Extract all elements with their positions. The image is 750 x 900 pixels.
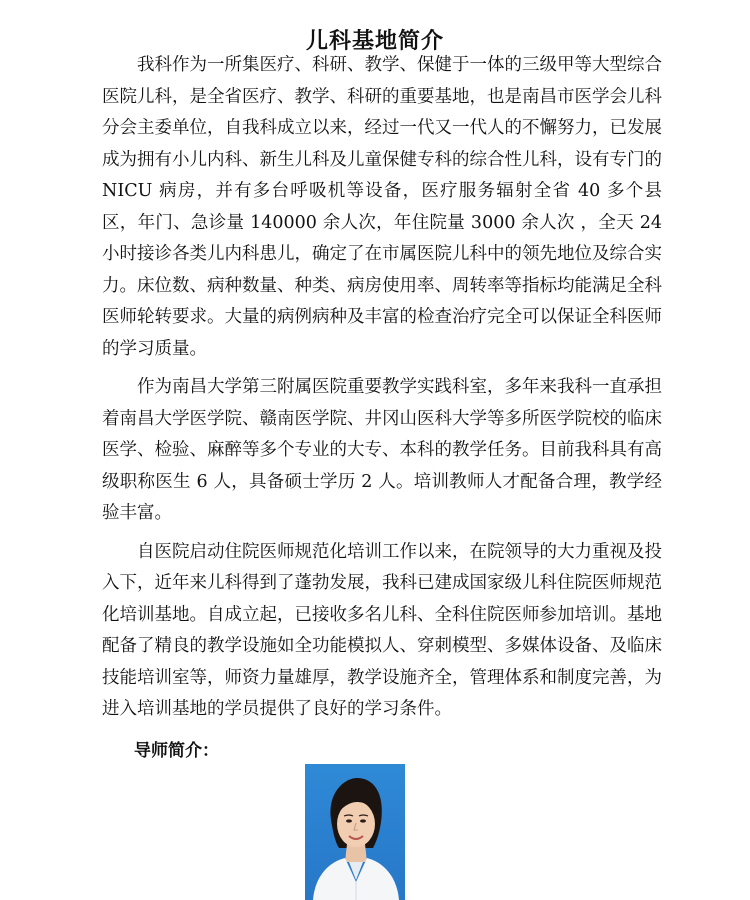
mentor-heading: 导师简介：: [134, 741, 219, 761]
page-title: 儿科基地简介: [305, 28, 444, 54]
paragraph-teaching: 作为南昌大学第三附属医院重要教学实践科室，多年来我科一直承担着南昌大学医学院、赣南医学院、井冈山医科大学等多所医学院校的临床医学、检验、麻醉等多个专业的大专、本科的教学任务。目前我科具有高级职称医生 6 人，具备硕士学历 2 人。培训教师人才配备合理，教学经验丰富。: [102, 377, 662, 523]
paragraph-intro: 我科作为一所集医疗、科研、教学、保健于一体的三级甲等大型综合医院儿科，是全省医疗、教学、科研的重要基地，也是南昌市医学会儿科分会主委单位，自我科成立以来，经过一代又一代人的不懈努力，已发展成为拥有小儿内科、新生儿科及儿童保健专科的综合性儿科，设有专门的 NICU 病房，并有多台呼吸机等设备，医疗服务辐射全省 40 多个县区，年门、急诊量 140000 余人次，年住院量 3000 余人次 ，全天 24 小时接诊各类儿内科患儿，确定了在市属医院儿科中的领先地位及综合实力。床位数、病种数量、种类、病房使用率、周转率等指标均能满足全科医师轮转要求。大量的病例病种及丰富的检查治疗完全可以保证全科医师的学习质量。: [102, 55, 662, 359]
paragraph-training-base: 自医院启动住院医师规范化培训工作以来，在院领导的大力重视及投入下，近年来儿科得到了蓬勃发展，我科已建成国家级儿科住院医师规范化培训基地。自成立起，已接收多名儿科、全科住院医师参加培训。基地配备了精良的教学设施如全功能模拟人、穿刺模型、多媒体设备、及临床技能培训室等，师资力量雄厚，教学设施齐全，管理体系和制度完善，为进入培训基地的学员提供了良好的学习条件。: [102, 541, 662, 719]
body-text: [102, 50, 662, 733]
mentor-photo: [305, 764, 405, 900]
mentor-portrait-illustration: [305, 764, 405, 900]
